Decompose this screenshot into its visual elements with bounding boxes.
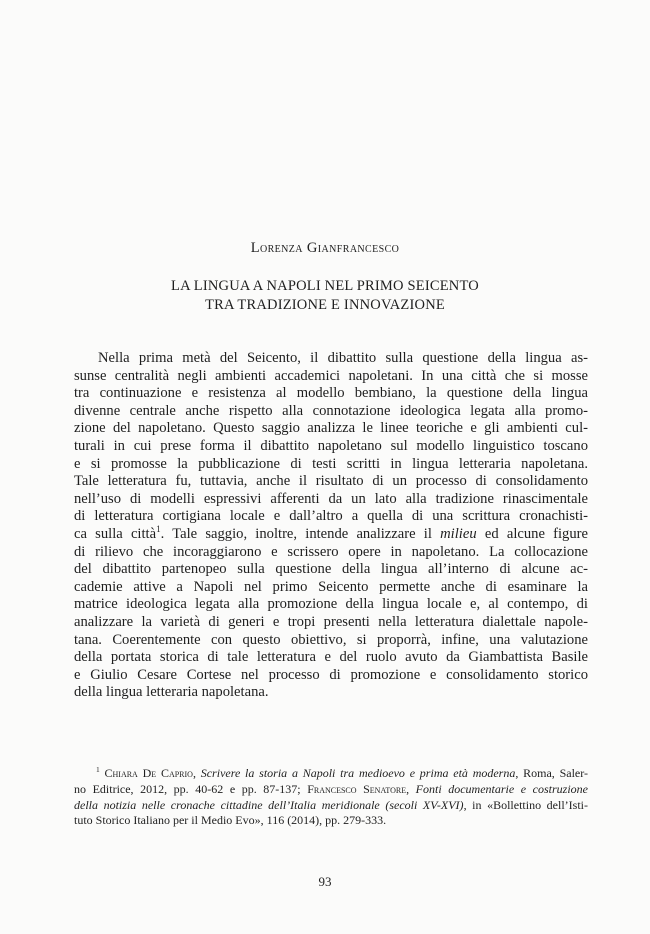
abstract-line: matrice ideologica legata alla promozione della lingua locale e, al contempo, di <box>74 596 588 613</box>
abstract-line: divenne centrale anche rispetto alla connotazione ideologica legata alla promo- <box>74 402 588 419</box>
abstract-emphasis: milieu <box>440 525 477 542</box>
footnote-reference[interactable]: 1 <box>156 524 161 535</box>
abstract-line: tana. Coerentemente con questo obiettivo, si proporrà, infine, una valutazione <box>74 631 588 648</box>
footnote-author: Chiara De Caprio <box>104 766 193 780</box>
footnote-text: tuto Storico Italiano per il Medio Evo», 116 (2014), pp. 279-333. <box>74 813 387 828</box>
footnote-text: , in «Bollettino dell’Isti- <box>463 797 589 812</box>
abstract-line: turali in cui prese forma il dibattito napoletano sul modello linguistico toscano <box>74 437 588 454</box>
abstract-line: del dibattito partenopeo sulla questione della lingua all’interno di alcune ac- <box>74 561 588 578</box>
abstract-line: e si promosse la pubblicazione di testi scritti in lingua letteraria napoletana. <box>74 455 588 472</box>
footnote-text: no Editrice, 2012, pp. 40-62 e pp. 87-137; <box>74 781 308 796</box>
article-author: Lorenza Gianfrancesco <box>250 240 400 256</box>
abstract-line: Nella prima metà del Seicento, il dibattito sulla questione della lingua as- <box>98 350 588 366</box>
title-line: TRA TRADIZIONE E INNOVAZIONE <box>205 297 445 313</box>
abstract-line: di rilievo che incoraggiarono e scrissero opere in napoletano. La collocazione <box>74 543 588 560</box>
abstract-paragraph <box>74 350 588 702</box>
abstract-text: . Tale saggio, inoltre, intende analizzare il <box>160 525 441 542</box>
footnote-author: Francesco Senatore <box>307 781 407 796</box>
abstract-line: e Giulio Cesare Cortese nel processo di promozione e consolidamento storico <box>74 666 588 683</box>
abstract-line: sunse centralità negli ambienti accademici napoletani. In una città che si mosse <box>74 367 588 384</box>
abstract-line: di letteratura cortigiana locale e dall’altro a quella di una scrittura cronachisti- <box>74 508 588 525</box>
footnote-text: , Roma, Saler- <box>515 766 588 780</box>
footnote-work-title: Scrivere la storia a Napoli tra medioevo e prima età moderna <box>200 766 516 780</box>
footnote-number: 1 <box>96 765 100 774</box>
abstract-line: cademie attive a Napoli nel primo Seicento permette anche di esaminare la <box>74 578 588 595</box>
abstract-line: tra continuazione e resistenza al modello bembiano, la questione della lingua <box>74 385 588 402</box>
abstract-line: della portata storica di tale letteratura e del ruolo avuto da Giambattista Basile <box>74 649 588 666</box>
abstract-line: nell’uso di modelli espressivi afferenti da un lato alla tradizione rinascimentale <box>74 490 588 507</box>
abstract-line <box>74 526 588 544</box>
abstract-text: ca sulla città <box>74 525 157 542</box>
footnote-work-title: della notizia nelle cronache cittadine dell’Italia meridionale (secoli XV-XVI) <box>74 797 464 812</box>
abstract-line: zione del napoletano. Questo saggio analizza le linee teoriche e gli ambienti cul- <box>74 420 588 437</box>
footnote-line: $^1$ Chiara De Caprio, Scrivere la storia a Napoli tra medioevo e prima età moderna, Roma, Saler- <box>96 765 588 780</box>
page-number: 93 <box>318 874 332 889</box>
footnote-line <box>74 813 588 829</box>
footnote <box>74 766 588 829</box>
footnote-work-title: Fonti documentarie e costruzione <box>415 781 588 796</box>
title-line: LA LINGUA A NAPOLI NEL PRIMO SEICENTO <box>171 278 479 294</box>
abstract-line: analizzare la varietà di generi e tropi presenti nella letteratura dialettale napole- <box>74 613 588 630</box>
abstract-text: ed alcune figure <box>476 525 588 542</box>
footnote-line <box>74 798 588 814</box>
abstract-line: della lingua letteraria napoletana. <box>74 684 269 701</box>
article-title <box>0 277 650 315</box>
abstract-line: Tale letteratura fu, tuttavia, anche il risultato di un processo di consolidamento <box>74 473 588 490</box>
footnote-line: no Editrice, 2012, pp. 40-62 e pp. 87-137; Francesco Senatore, Fonti documentarie e costruzione <box>74 781 588 796</box>
